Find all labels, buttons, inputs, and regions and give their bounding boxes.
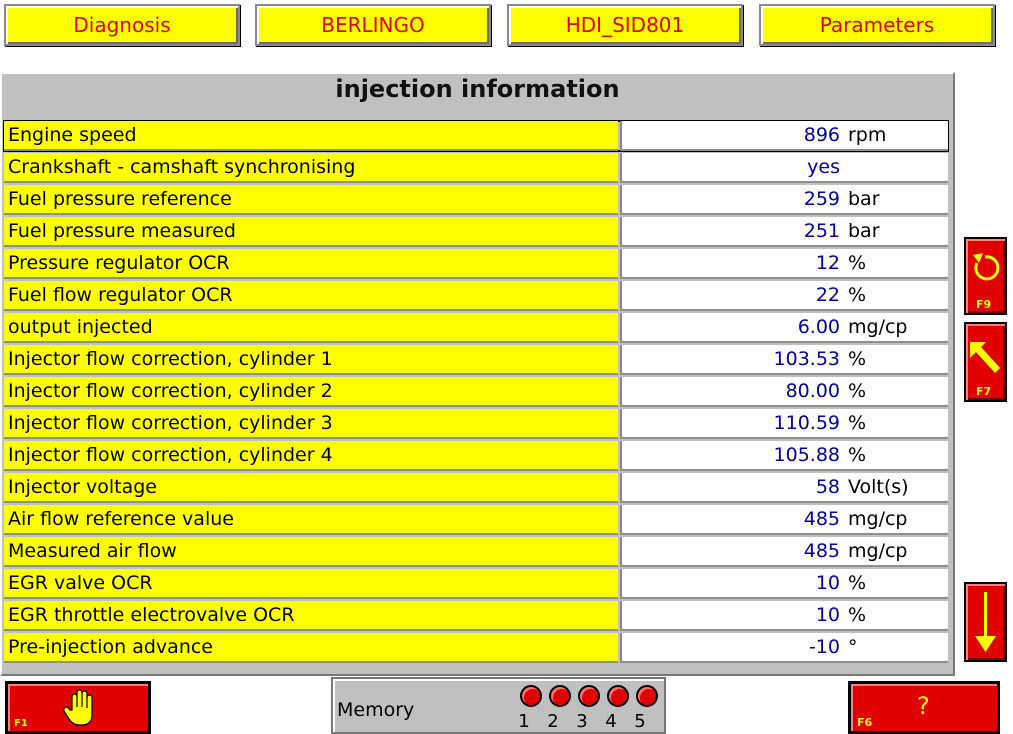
memory-slot-3-led[interactable] <box>578 685 600 707</box>
parameter-value: 10 <box>815 572 840 594</box>
parameter-value: yes <box>807 156 840 178</box>
parameter-row[interactable] <box>4 249 948 279</box>
parameter-unit: ° <box>848 636 858 658</box>
question-icon: ? <box>917 692 930 720</box>
parameter-row[interactable] <box>4 505 948 535</box>
parameter-unit: Volt(s) <box>848 476 909 498</box>
memory-slot-4-led[interactable] <box>607 685 629 707</box>
parameter-value-cell <box>620 505 948 535</box>
f9-key-label: F9 <box>976 298 992 311</box>
memory-slot-1-led[interactable] <box>520 685 542 707</box>
parameter-value-cell <box>620 377 948 407</box>
memory-slot-3-number: 3 <box>576 711 588 732</box>
memory-slot-2-number: 2 <box>547 711 559 732</box>
memory-slot-1-number: 1 <box>518 711 530 732</box>
tab-parameters[interactable]: Parameters <box>759 4 995 46</box>
parameter-label: Fuel flow regulator OCR <box>4 281 618 311</box>
parameter-value: 251 <box>803 220 840 242</box>
memory-slot-5-led[interactable] <box>636 685 658 707</box>
parameter-value: 80.00 <box>785 380 840 402</box>
parameter-unit: % <box>848 252 867 274</box>
parameter-unit: % <box>848 444 867 466</box>
memory-slot-2-led[interactable] <box>549 685 571 707</box>
parameter-value-cell <box>620 281 948 311</box>
parameter-value: 103.53 <box>773 348 840 370</box>
back-button[interactable] <box>964 322 1007 402</box>
memory-slot-5-number: 5 <box>634 711 646 732</box>
tab-vehicle[interactable]: BERLINGO <box>255 4 491 46</box>
parameter-value: 485 <box>803 508 840 530</box>
parameter-label: Air flow reference value <box>4 505 618 535</box>
refresh-icon <box>966 243 1005 303</box>
parameter-label: Engine speed <box>4 121 618 151</box>
parameter-value-cell <box>620 601 948 631</box>
parameter-value-cell <box>620 185 948 215</box>
parameter-label: Injector flow correction, cylinder 2 <box>4 377 618 407</box>
arrow-up-left-icon <box>966 330 1005 390</box>
parameter-unit: rpm <box>848 124 887 146</box>
parameter-label: Injector voltage <box>4 473 618 503</box>
parameter-value: 896 <box>803 124 840 146</box>
parameter-value: 22 <box>815 284 840 306</box>
tab-diagnosis[interactable]: Diagnosis <box>4 4 240 46</box>
parameter-unit: % <box>848 572 867 594</box>
memory-slot-4-number: 4 <box>605 711 617 732</box>
parameter-row[interactable] <box>4 345 948 375</box>
parameter-label: Fuel pressure measured <box>4 217 618 247</box>
parameter-unit: % <box>848 412 867 434</box>
parameter-value-cell <box>620 217 948 247</box>
parameter-row[interactable] <box>4 409 948 439</box>
parameter-value-cell <box>620 249 948 279</box>
parameter-unit: % <box>848 348 867 370</box>
f6-key-label: F6 <box>857 716 873 729</box>
parameter-row[interactable] <box>4 633 948 663</box>
parameter-unit: mg/cp <box>848 508 908 530</box>
parameter-value-cell <box>620 537 948 567</box>
parameter-value: 10 <box>815 604 840 626</box>
parameter-value-cell <box>620 345 948 375</box>
parameter-unit: % <box>848 380 867 402</box>
parameter-value-cell <box>620 121 948 151</box>
parameter-label: Crankshaft - camshaft synchronising <box>4 153 618 183</box>
parameter-label: output injected <box>4 313 618 343</box>
arrow-down-icon <box>966 584 1005 660</box>
parameter-row[interactable] <box>4 473 948 503</box>
parameter-unit: % <box>848 284 867 306</box>
help-button[interactable] <box>848 681 1000 734</box>
parameter-row[interactable] <box>4 313 948 343</box>
parameter-value-cell <box>620 473 948 503</box>
parameter-value-cell <box>620 569 948 599</box>
memory-label: Memory <box>337 699 415 721</box>
hand-icon <box>60 688 100 728</box>
parameter-unit: % <box>848 604 867 626</box>
parameter-row[interactable] <box>4 569 948 599</box>
parameter-row[interactable] <box>4 121 948 151</box>
parameter-value: 12 <box>815 252 840 274</box>
parameter-value-cell <box>620 313 948 343</box>
parameter-value-cell <box>620 409 948 439</box>
parameter-value: 105.88 <box>773 444 840 466</box>
parameter-unit: bar <box>848 220 880 242</box>
parameter-label: Measured air flow <box>4 537 618 567</box>
panel-title: injection information <box>335 75 620 103</box>
parameter-row[interactable] <box>4 185 948 215</box>
parameter-label: EGR valve OCR <box>4 569 618 599</box>
stop-button[interactable] <box>5 681 151 734</box>
parameter-label: Pressure regulator OCR <box>4 249 618 279</box>
parameter-label: Fuel pressure reference <box>4 185 618 215</box>
tab-ecu[interactable]: HDI_SID801 <box>507 4 743 46</box>
parameter-row[interactable] <box>4 377 948 407</box>
parameter-value: 58 <box>815 476 840 498</box>
parameter-label: Injector flow correction, cylinder 4 <box>4 441 618 471</box>
parameter-value: 485 <box>803 540 840 562</box>
parameter-value: 110.59 <box>773 412 840 434</box>
parameter-unit: bar <box>848 188 880 210</box>
parameter-row[interactable] <box>4 153 948 183</box>
parameter-label: Injector flow correction, cylinder 3 <box>4 409 618 439</box>
parameter-row[interactable] <box>4 281 948 311</box>
parameter-unit: mg/cp <box>848 540 908 562</box>
f1-key-label: F1 <box>14 718 28 729</box>
parameter-row[interactable] <box>4 601 948 631</box>
parameter-value: 259 <box>803 188 840 210</box>
parameter-value-cell <box>620 633 948 663</box>
parameter-value: -10 <box>808 636 840 658</box>
parameter-value-cell <box>620 441 948 471</box>
parameter-value: 6.00 <box>797 316 840 338</box>
scroll-down-button[interactable] <box>964 582 1007 662</box>
f7-key-label: F7 <box>976 385 992 398</box>
parameter-unit: mg/cp <box>848 316 908 338</box>
parameter-row[interactable] <box>4 441 948 471</box>
parameter-value-cell <box>620 153 948 183</box>
parameter-label: Pre-injection advance <box>4 633 618 663</box>
parameter-label: EGR throttle electrovalve OCR <box>4 601 618 631</box>
parameter-row[interactable] <box>4 217 948 247</box>
refresh-button[interactable] <box>964 237 1007 315</box>
parameter-row[interactable] <box>4 537 948 567</box>
parameter-label: Injector flow correction, cylinder 1 <box>4 345 618 375</box>
memory-panel <box>331 677 666 734</box>
